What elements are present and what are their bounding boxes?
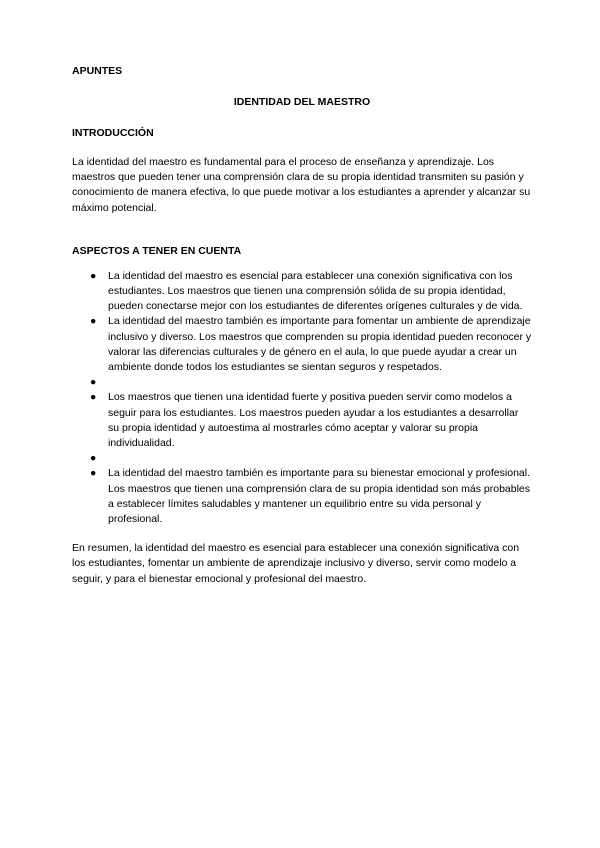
list-item-text: La identidad del maestro también es importante para fomentar un ambiente de aprendizaje inclusivo y diverso. Los maestros que comprenden su propia identidad pueden reconocer y valorar las diferencias culturales y de género en el aula, lo que puede ayudar a crear un ambiente donde todos los estudiantes se sientan seguros y respetados.: [108, 315, 532, 374]
aspects-heading: ASPECTOS A TENER EN CUENTA: [72, 244, 242, 257]
bullet-icon: ●: [90, 315, 97, 328]
introduction-heading: INTRODUCCIÓN: [72, 127, 154, 139]
bullet-icon: ●: [90, 452, 97, 465]
header-label: APUNTES: [72, 65, 123, 77]
aspects-list: [72, 269, 532, 527]
bullet-icon: ●: [90, 269, 97, 282]
list-item-text: La identidad del maestro es esencial para establecer una conexión significativa con los estudiantes. Los maestros que tienen una comprensión sólida de su propia identidad, pueden conectarse mejor con los estudiantes de diferentes orígenes culturales y de vida.: [108, 269, 523, 313]
bullet-icon: ●: [90, 391, 97, 404]
document-title: IDENTIDAD DEL MAESTRO: [233, 96, 371, 108]
list-item-text: La identidad del maestro también es importante para su bienestar emocional y profesional. Los maestros que tienen una comprensión clara de su propia identidad son más probables a establecer límites saludables y mantener un equilibrio entre su vida personal y profesional.: [108, 467, 531, 526]
list-item: [90, 451, 532, 466]
list-item: [90, 375, 532, 390]
conclusion-paragraph: En resumen, la identidad del maestro es esencial para establecer una conexión significativa con los estudiantes, fomentar un ambiente de aprendizaje inclusivo y diverso, servir como modelo a seguir, y para el bienestar emocional y profesional del maestro.: [72, 542, 520, 585]
bullet-icon: ●: [90, 376, 97, 389]
document-page: [72, 64, 532, 587]
list-item-text: Los maestros que tienen una identidad fuerte y positiva pueden servir como modelos a seguir para los estudiantes. Los maestros pueden ayudar a los estudiantes a desarrollar su propia identidad y autoestima al mostrarles cómo aceptar y valorar su propia individualidad.: [108, 391, 519, 450]
list-item: [90, 390, 532, 451]
bullet-icon: ●: [90, 467, 97, 480]
introduction-paragraph: La identidad del maestro es fundamental para el proceso de enseñanza y aprendizaje. Los maestros que pueden tener una comprensión clara de su propia identidad transmiten su pasión y conocimiento de manera efectiva, lo que puede motivar a los estudiantes a aprender y alcanzar su máximo potencial.: [72, 156, 531, 214]
list-item: [90, 466, 532, 527]
list-item: [90, 269, 532, 315]
list-item: [90, 314, 532, 375]
